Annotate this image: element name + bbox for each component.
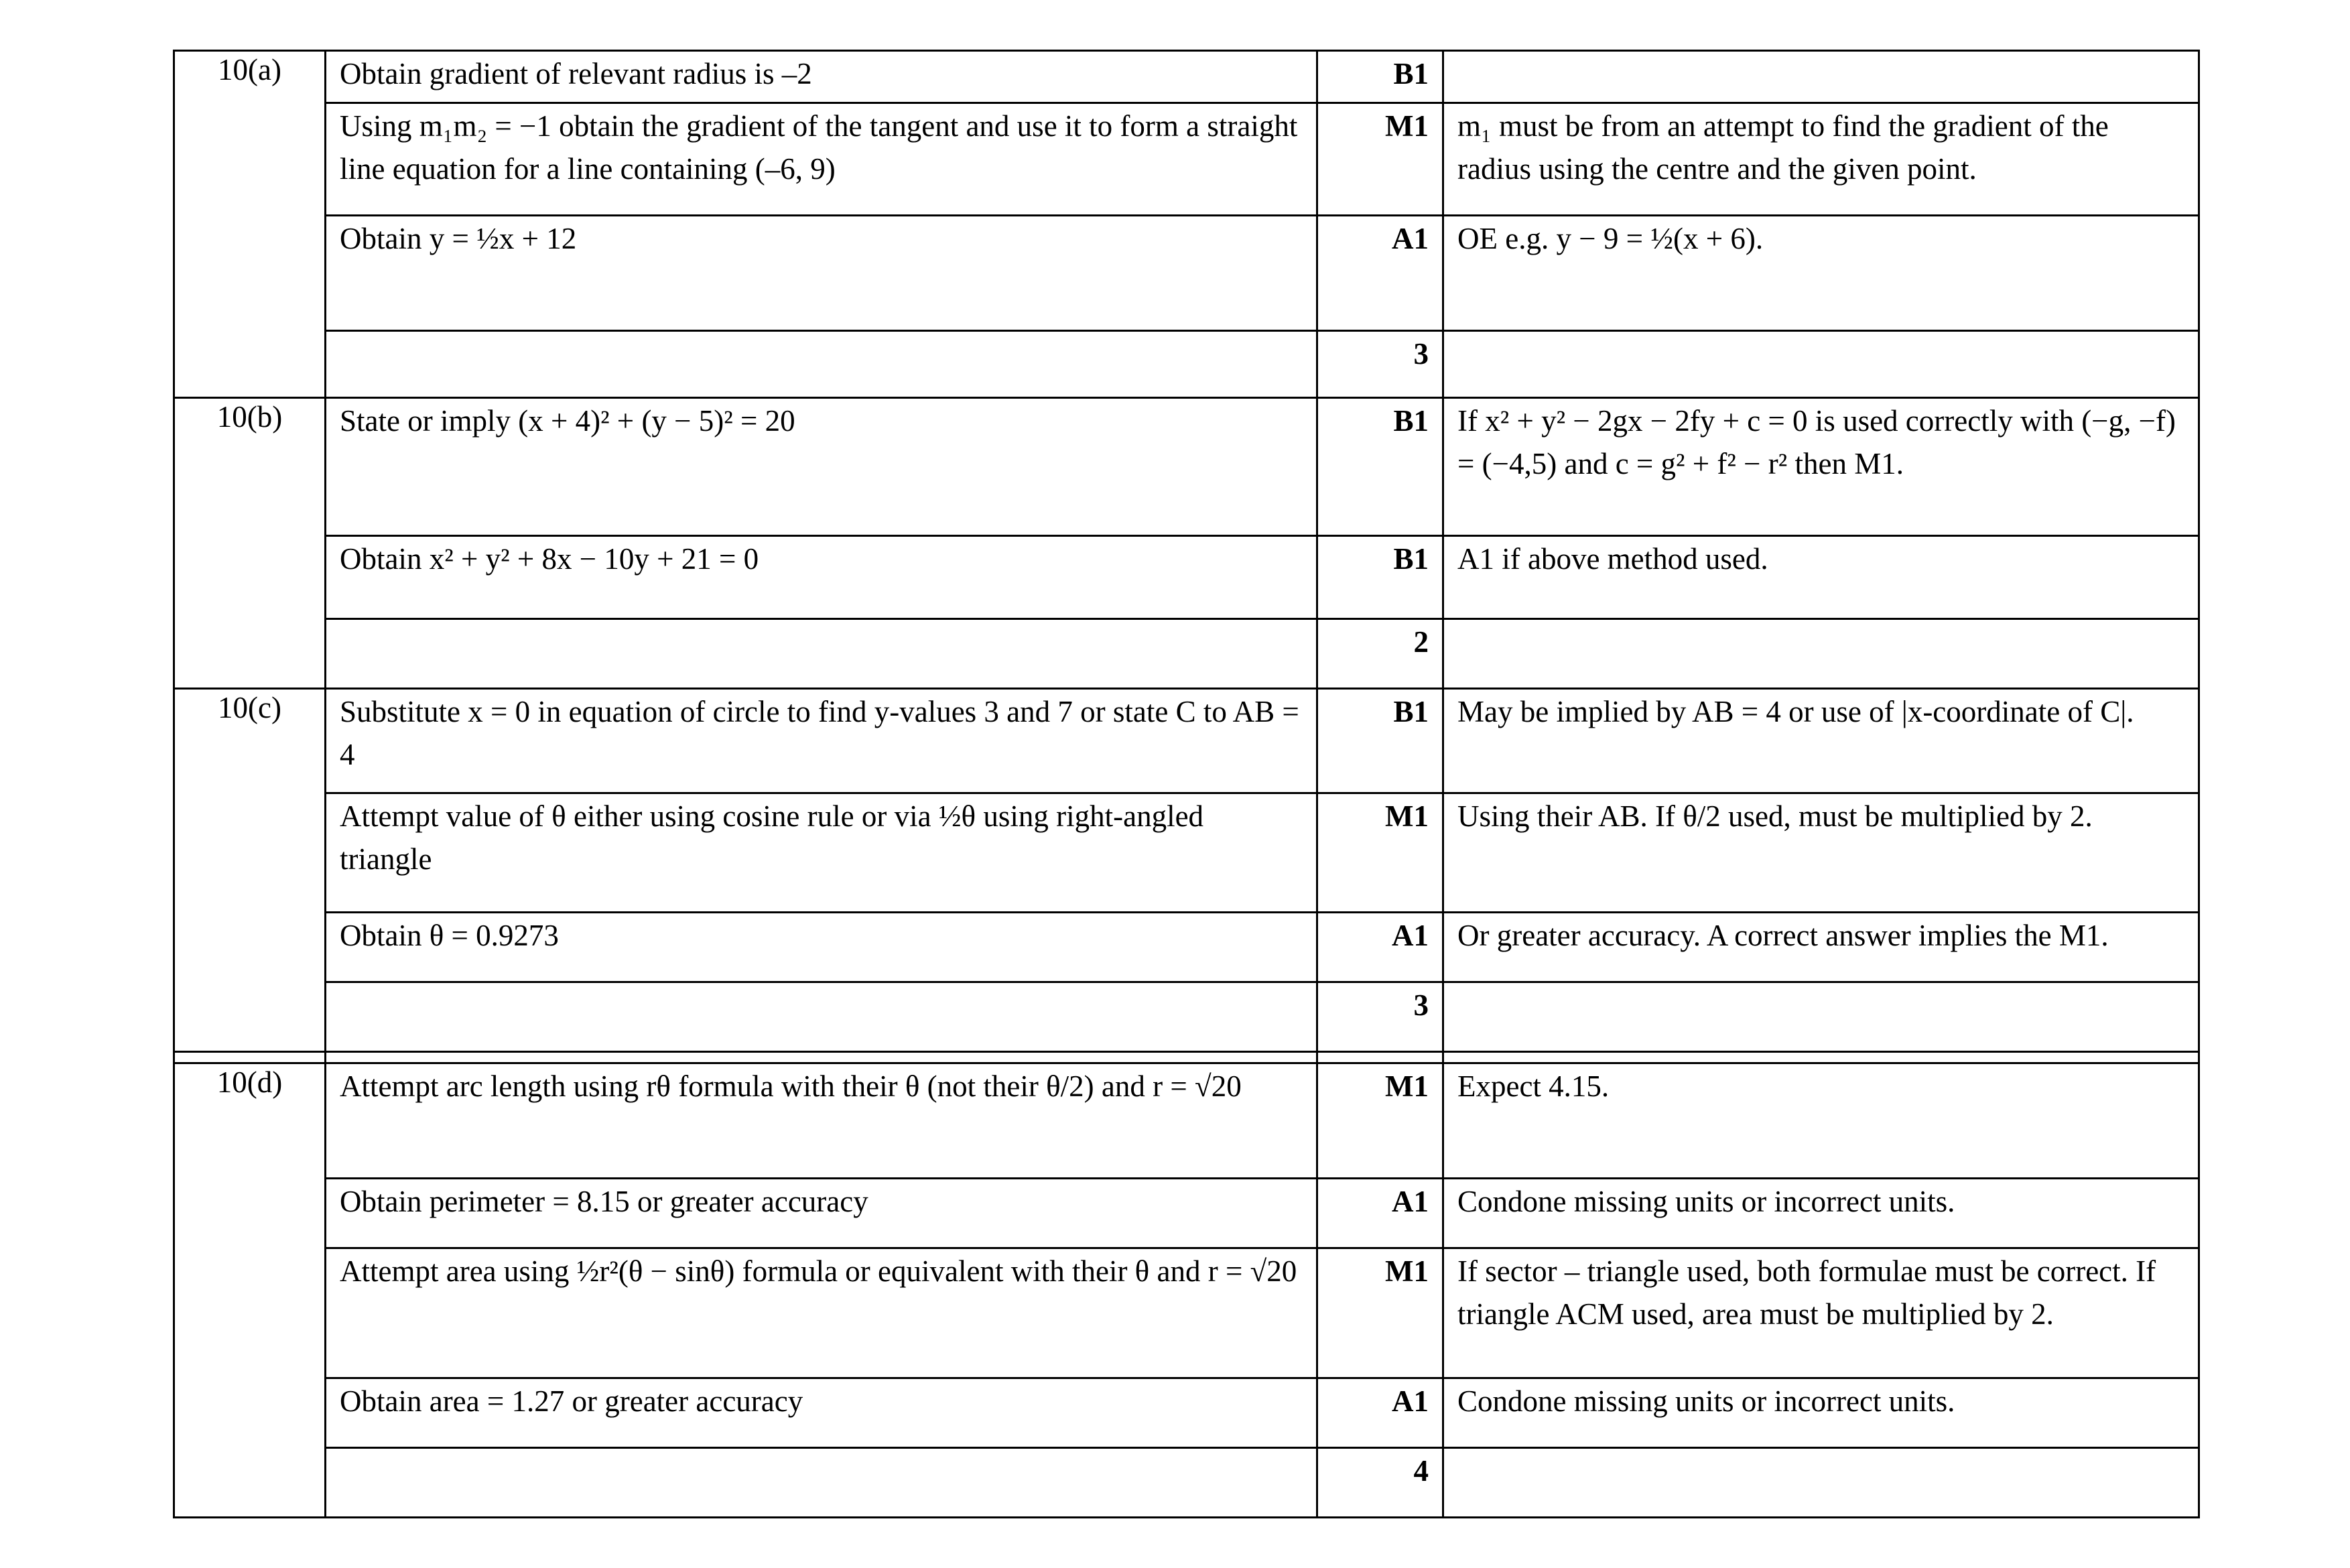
mark-cell-text: M1 xyxy=(1385,1069,1429,1103)
mark-cell-text: M1 xyxy=(1385,109,1429,143)
question-label: 10(d) xyxy=(216,1065,283,1099)
separator-cell xyxy=(326,1052,1317,1063)
mark-cell xyxy=(1317,1179,1443,1248)
mark-cell-text: 4 xyxy=(1413,1454,1429,1488)
answer-cell xyxy=(326,619,1317,689)
mark-row xyxy=(174,982,2199,1052)
mark-cell-text: B1 xyxy=(1393,404,1429,438)
mark-row xyxy=(174,619,2199,689)
answer-cell xyxy=(326,398,1317,536)
guidance-cell-text: A1 if above method used. xyxy=(1457,542,1768,576)
mark-row xyxy=(174,331,2199,398)
answer-cell-text: Obtain y = ½x + 12 xyxy=(340,222,577,255)
answer-cell-text xyxy=(340,983,1303,984)
answer-cell xyxy=(326,1378,1317,1448)
guidance-cell-text xyxy=(1457,620,2184,621)
guidance-cell-text: Condone missing units or incorrect units. xyxy=(1457,1185,1955,1218)
mark-cell-text: B1 xyxy=(1393,695,1429,728)
guidance-cell xyxy=(1443,793,2199,913)
mark-cell xyxy=(1317,536,1443,619)
answer-cell-text xyxy=(340,1449,1303,1450)
guidance-cell xyxy=(1443,982,2199,1052)
answer-cell-text: State or imply (x + 4)² + (y − 5)² = 20 xyxy=(340,404,795,438)
mark-row xyxy=(174,1448,2199,1518)
guidance-cell xyxy=(1443,216,2199,331)
mark-cell xyxy=(1317,689,1443,793)
guidance-cell-text: If sector – triangle used, both formulae must be correct. If triangle ACM used, area must be multiplied by 2. xyxy=(1457,1254,2156,1331)
mark-cell-text: B1 xyxy=(1393,57,1429,90)
mark-cell-text: A1 xyxy=(1392,1384,1429,1418)
mark-cell-text: 2 xyxy=(1413,625,1429,659)
answer-cell xyxy=(326,1063,1317,1179)
separator-cell xyxy=(1443,1052,2199,1063)
mark-row xyxy=(174,536,2199,619)
mark-cell-text: M1 xyxy=(1385,799,1429,833)
question-label-cell xyxy=(174,51,326,398)
mark-cell xyxy=(1317,619,1443,689)
answer-cell-text xyxy=(340,620,1303,621)
answer-cell xyxy=(326,1248,1317,1378)
question-label: 10(a) xyxy=(218,53,281,86)
mark-row xyxy=(174,1179,2199,1248)
guidance-cell xyxy=(1443,1179,2199,1248)
mark-cell xyxy=(1317,793,1443,913)
mark-row xyxy=(174,103,2199,216)
guidance-cell-text xyxy=(1457,332,2184,333)
question-label-cell xyxy=(174,1063,326,1518)
mark-scheme-table xyxy=(173,50,2200,1518)
answer-cell xyxy=(326,689,1317,793)
mark-cell-text: A1 xyxy=(1392,222,1429,255)
guidance-cell xyxy=(1443,536,2199,619)
guidance-cell-text: Or greater accuracy. A correct answer implies the M1. xyxy=(1457,919,2109,952)
guidance-cell xyxy=(1443,1248,2199,1378)
answer-cell xyxy=(326,793,1317,913)
mark-row xyxy=(174,216,2199,331)
mark-row xyxy=(174,689,2199,793)
section-separator xyxy=(174,1052,2199,1063)
mark-cell-text: M1 xyxy=(1385,1254,1429,1288)
mark-row xyxy=(174,51,2199,103)
answer-cell-text xyxy=(340,332,1303,333)
answer-cell-text: Obtain gradient of relevant radius is –2 xyxy=(340,57,812,90)
answer-cell xyxy=(326,913,1317,982)
answer-cell-text: Obtain θ = 0.9273 xyxy=(340,919,559,952)
answer-cell xyxy=(326,331,1317,398)
guidance-cell-text: m₁ must be from an attempt to find the gradient of the radius using the centre and the given point. xyxy=(1457,109,2109,186)
guidance-cell-text xyxy=(1457,52,2184,53)
answer-cell-text: Attempt value of θ either using cosine rule or via ½θ using right-angled triangle xyxy=(340,799,1204,876)
guidance-cell xyxy=(1443,913,2199,982)
mark-cell xyxy=(1317,982,1443,1052)
answer-cell xyxy=(326,1448,1317,1518)
guidance-cell xyxy=(1443,1063,2199,1179)
mark-cell xyxy=(1317,1448,1443,1518)
guidance-cell-text: OE e.g. y − 9 = ½(x + 6). xyxy=(1457,222,1764,255)
guidance-cell-text: If x² + y² − 2gx − 2fy + c = 0 is used correctly with (−g, −f) = (−4,5) and c = g² + f² − r² then M1. xyxy=(1457,404,2176,480)
guidance-cell xyxy=(1443,619,2199,689)
mark-cell-text: A1 xyxy=(1392,919,1429,952)
guidance-cell xyxy=(1443,1378,2199,1448)
guidance-cell-text xyxy=(1457,1449,2184,1450)
answer-cell-text: Using m₁m₂ = −1 obtain the gradient of the tangent and use it to form a straight line equation for a line containing (–6, 9) xyxy=(340,109,1298,186)
answer-cell xyxy=(326,51,1317,103)
mark-cell xyxy=(1317,398,1443,536)
answer-cell-text: Obtain x² + y² + 8x − 10y + 21 = 0 xyxy=(340,542,759,576)
guidance-cell xyxy=(1443,689,2199,793)
mark-cell xyxy=(1317,1248,1443,1378)
mark-cell-text: A1 xyxy=(1392,1185,1429,1218)
mark-cell xyxy=(1317,331,1443,398)
mark-row xyxy=(174,398,2199,536)
answer-cell xyxy=(326,103,1317,216)
answer-cell-text: Substitute x = 0 in equation of circle to find y-values 3 and 7 or state C to AB = 4 xyxy=(340,695,1299,771)
mark-cell-text: B1 xyxy=(1393,542,1429,576)
mark-row xyxy=(174,793,2199,913)
answer-cell xyxy=(326,982,1317,1052)
guidance-cell-text xyxy=(1457,983,2184,984)
mark-cell-text: 3 xyxy=(1413,337,1429,371)
mark-row xyxy=(174,1063,2199,1179)
question-label: 10(b) xyxy=(216,400,283,434)
answer-cell xyxy=(326,216,1317,331)
answer-cell-text: Obtain area = 1.27 or greater accuracy xyxy=(340,1384,803,1418)
guidance-cell-text: Condone missing units or incorrect units. xyxy=(1457,1384,1955,1418)
mark-cell xyxy=(1317,103,1443,216)
answer-cell-text: Obtain perimeter = 8.15 or greater accuracy xyxy=(340,1185,868,1218)
mark-cell-text: 3 xyxy=(1413,988,1429,1022)
question-label-cell xyxy=(174,689,326,1052)
mark-row xyxy=(174,1378,2199,1448)
question-label-cell xyxy=(174,398,326,689)
mark-row xyxy=(174,1248,2199,1378)
answer-cell xyxy=(326,536,1317,619)
guidance-cell xyxy=(1443,103,2199,216)
question-label: 10(c) xyxy=(218,691,281,724)
mark-cell xyxy=(1317,216,1443,331)
mark-cell xyxy=(1317,1378,1443,1448)
mark-cell xyxy=(1317,913,1443,982)
separator-cell xyxy=(1317,1052,1443,1063)
answer-cell xyxy=(326,1179,1317,1248)
answer-cell-text: Attempt area using ½r²(θ − sinθ) formula or equivalent with their θ and r = √20 xyxy=(340,1254,1297,1288)
guidance-cell xyxy=(1443,398,2199,536)
mark-row xyxy=(174,913,2199,982)
mark-cell xyxy=(1317,1063,1443,1179)
mark-cell xyxy=(1317,51,1443,103)
guidance-cell-text: Expect 4.15. xyxy=(1457,1069,1610,1103)
answer-cell-text: Attempt arc length using rθ formula with their θ (not their θ/2) and r = √20 xyxy=(340,1069,1242,1103)
guidance-cell xyxy=(1443,1448,2199,1518)
guidance-cell xyxy=(1443,51,2199,103)
guidance-cell-text: Using their AB. If θ/2 used, must be multiplied by 2. xyxy=(1457,799,2093,833)
guidance-cell-text: May be implied by AB = 4 or use of |x-coordinate of C|. xyxy=(1457,695,2134,728)
guidance-cell xyxy=(1443,331,2199,398)
